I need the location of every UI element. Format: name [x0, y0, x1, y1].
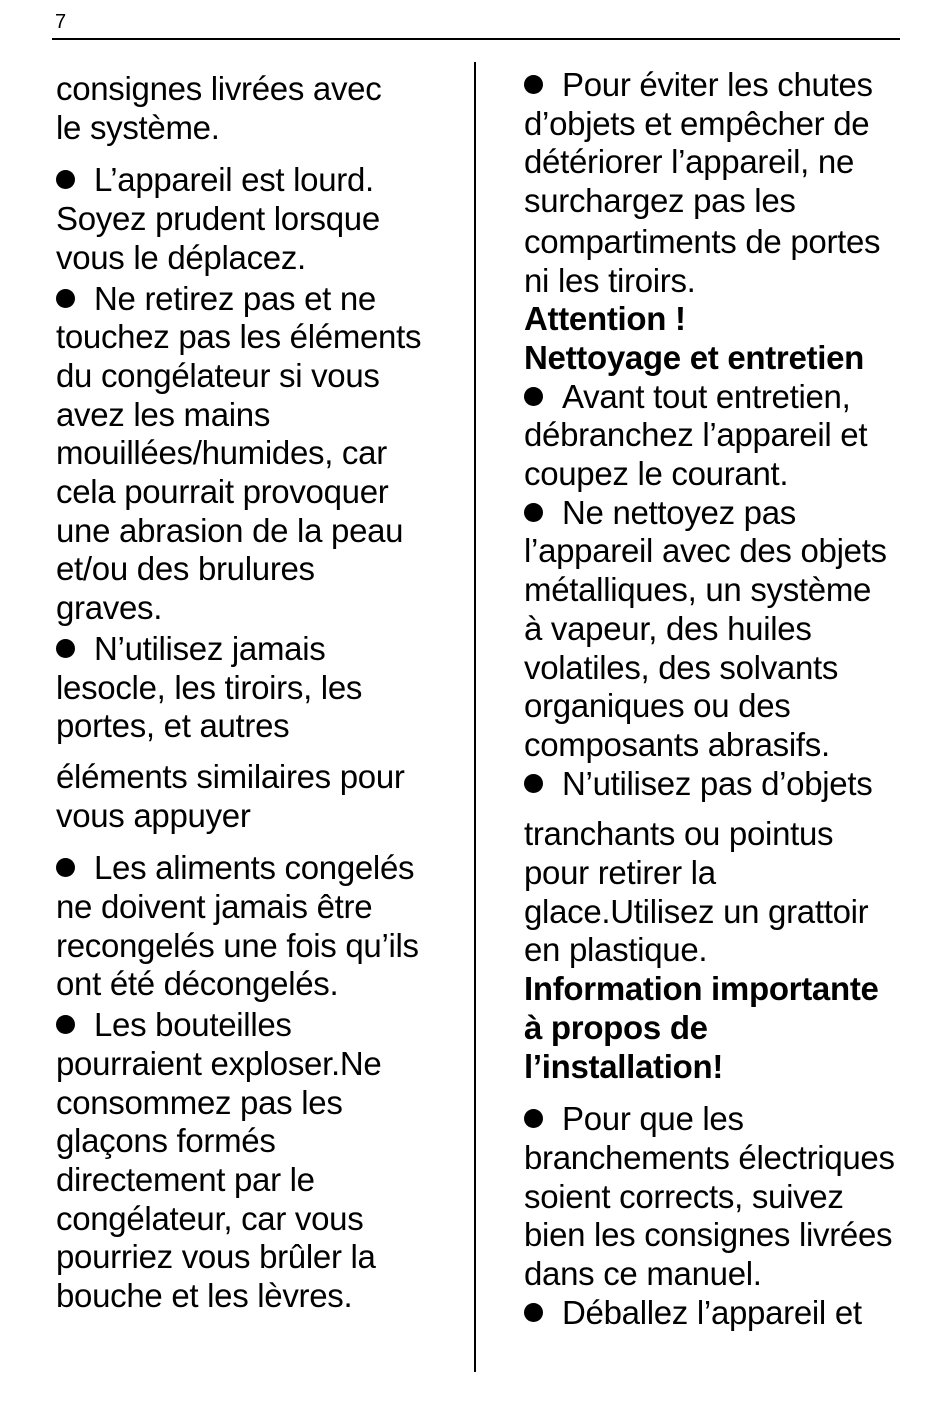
- paragraph: [524, 815, 904, 970]
- bullet-icon: [56, 858, 75, 877]
- bullet-item: [56, 161, 461, 277]
- header-rule: [52, 38, 900, 40]
- bullet-icon: [56, 1015, 75, 1034]
- bullet-text: N’utilisez pas d’objets: [562, 764, 873, 802]
- section-heading: Attention ! Nettoyage et entretien: [524, 300, 864, 376]
- bullet-item: [56, 849, 461, 1004]
- bullet-item: [524, 66, 904, 221]
- bullet-icon: [524, 75, 543, 94]
- bullet-text: Ne retirez pas et ne touchez pas les éléments du congélateur si vous avez les mains mouillées/humides, car cela pourrait provoquer une abrasion de la peau et/ou des brulures graves.: [56, 279, 422, 627]
- bullet-icon: [524, 774, 543, 793]
- bullet-item: [524, 765, 904, 804]
- column-divider: [474, 62, 476, 1372]
- bullet-item: [524, 378, 904, 494]
- paragraph-text: tranchants ou pointus pour retirer la glace.Utilisez un grattoir en plastique.: [524, 815, 869, 969]
- bullet-item: [56, 630, 461, 746]
- bullet-icon: [524, 387, 543, 406]
- bullet-item: [56, 280, 461, 628]
- bullet-text: Pour que les branchements électriques soient corrects, suivez bien les consignes livrées dans ce manuel.: [524, 1100, 895, 1293]
- left-column: [56, 70, 461, 1316]
- bullet-item: [524, 1100, 904, 1294]
- paragraph: [524, 223, 904, 300]
- bullet-text: Déballez l’appareil et: [562, 1293, 862, 1331]
- bullet-icon: [56, 639, 75, 658]
- paragraph: [56, 70, 461, 147]
- bullet-text: Avant tout entretien, débranchez l’appareil et coupez le courant.: [524, 377, 868, 493]
- bullet-item: [524, 1294, 904, 1333]
- bullet-icon: [524, 1303, 543, 1322]
- bullet-text: Les aliments congelés ne doivent jamais être recongelés une fois qu’ils ont été décongelés.: [56, 849, 419, 1003]
- bullet-text: Pour éviter les chutes d’objets et empêcher de détériorer l’appareil, ne surchargez pas les: [524, 66, 873, 220]
- bullet-icon: [56, 289, 75, 308]
- bullet-icon: [524, 1109, 543, 1128]
- bullet-text: Ne nettoyez pas l’appareil avec des objets métalliques, un système à vapeur, des huiles volatiles, des solvants organiques ou des composants abrasifs.: [524, 493, 887, 763]
- right-column: [524, 66, 904, 1333]
- section-heading: Information importante à propos de l’installation!: [524, 970, 879, 1085]
- bullet-item: [524, 494, 904, 765]
- bullet-text: L’appareil est lourd. Soyez prudent lorsque vous le déplacez.: [56, 161, 380, 276]
- bullet-item: [56, 1006, 461, 1316]
- bullet-text: Les bouteilles pourraient exploser.Ne consommez pas les glaçons formés directement par le congélateur, car vous pourriez vous brûler la bouche et les lèvres.: [56, 1006, 382, 1315]
- bullet-text: N’utilisez jamais lesocle, les tiroirs, les portes, et autres: [56, 629, 363, 745]
- paragraph: [56, 758, 461, 835]
- page-number: 7: [55, 11, 67, 33]
- paragraph-text: compartiments de portes ni les tiroirs.: [524, 222, 881, 299]
- bullet-icon: [524, 503, 543, 522]
- paragraph-text: consignes livrées avec le système.: [56, 70, 382, 146]
- paragraph-text: éléments similaires pour vous appuyer: [56, 757, 405, 834]
- bullet-icon: [56, 170, 75, 189]
